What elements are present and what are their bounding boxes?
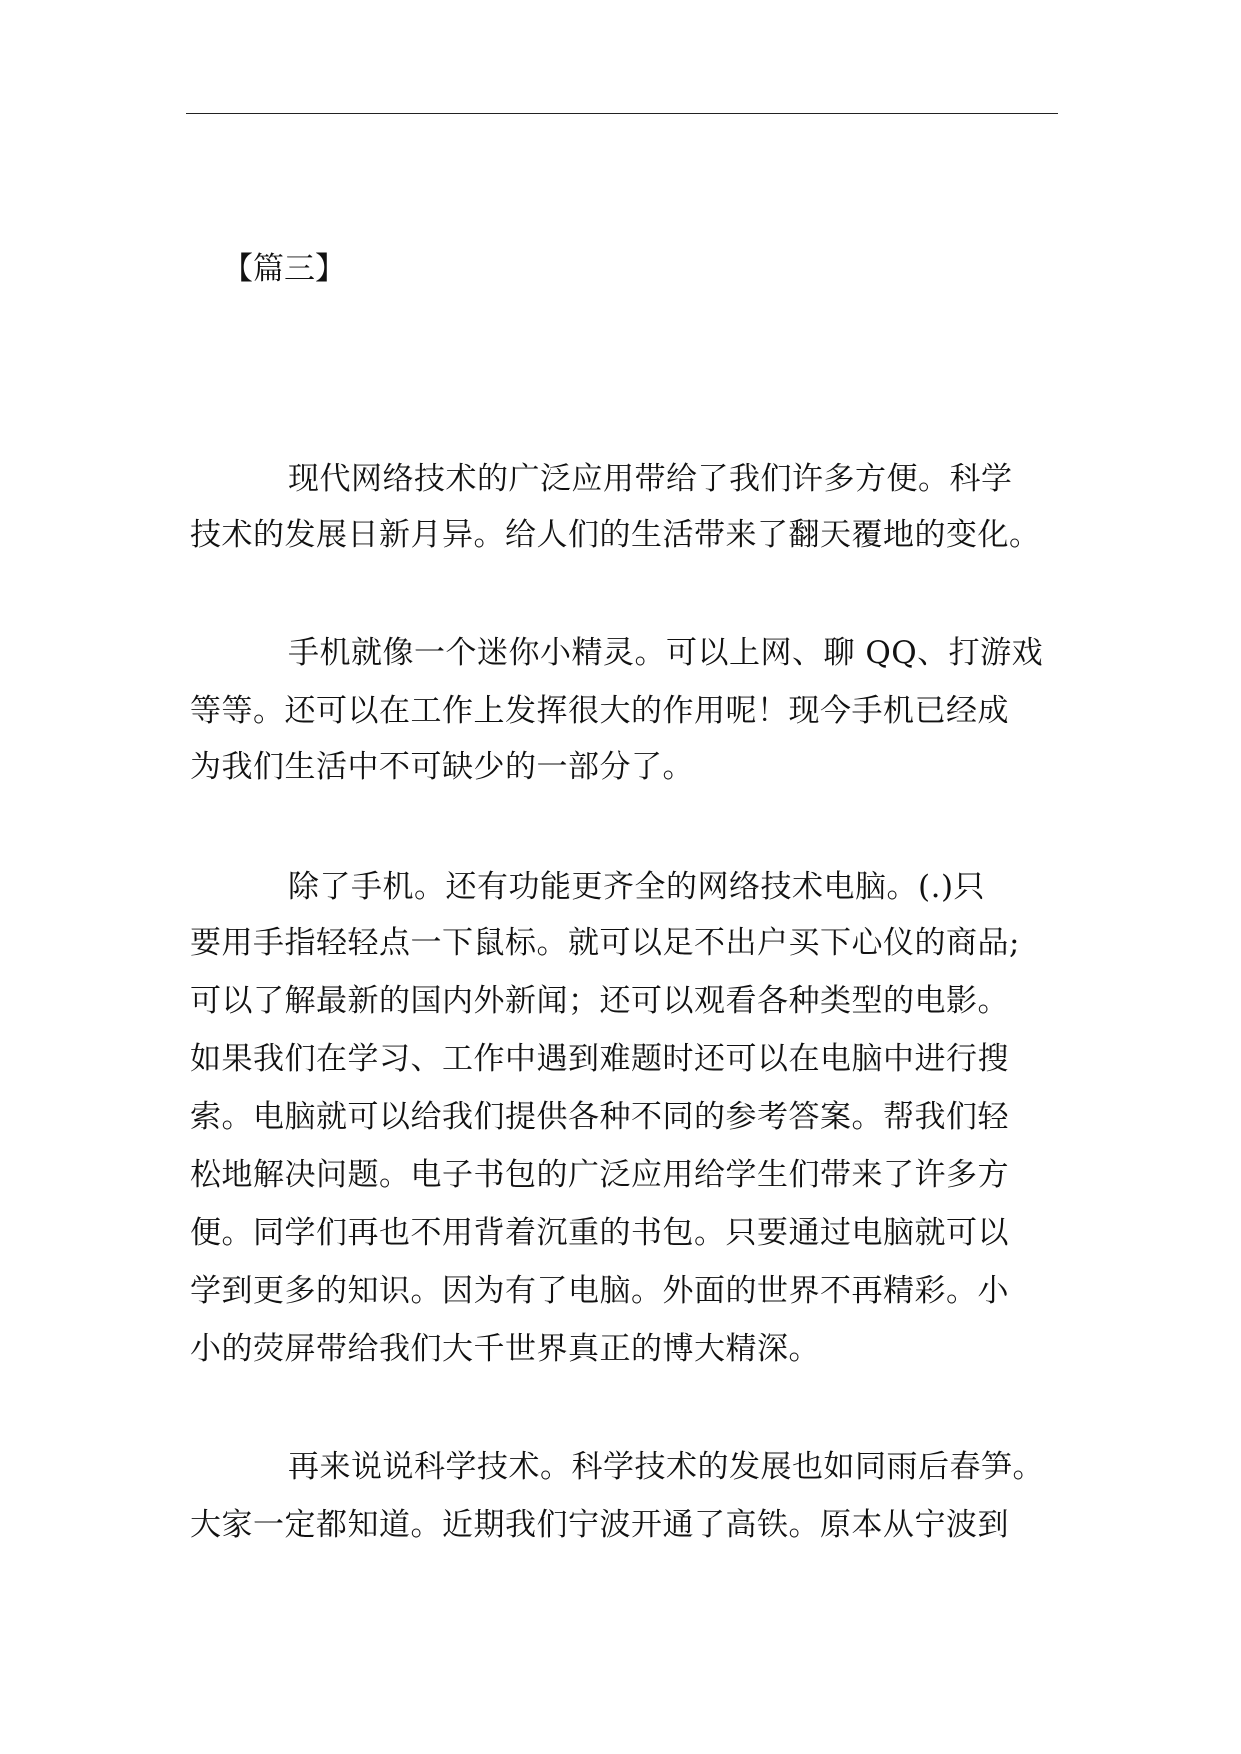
paragraph-2-line-3: 为我们生活中不可缺少的一部分了。 [190,749,694,785]
paragraph-3-line-5: 索。电脑就可以给我们提供各种不同的参考答案。帮我们轻 [190,1099,1009,1135]
paragraph-3-line-7: 便。同学们再也不用背着沉重的书包。只要通过电脑就可以 [190,1215,1009,1251]
paragraph-3-line-9: 小的荧屏带给我们大千世界真正的博大精深。 [190,1331,820,1367]
section-title: 【篇三】 [222,251,346,287]
paragraph-3-line-1: 除了手机。还有功能更齐全的网络技术电脑。(.)只 [288,869,986,905]
paragraph-1-line-2: 技术的发展日新月异。给人们的生活带来了翻天覆地的变化。 [190,517,1041,553]
paragraph-2-line-1: 手机就像一个迷你小精灵。可以上网、聊 QQ、打游戏 [288,635,1044,671]
paragraph-4-line-2: 大家一定都知道。近期我们宁波开通了高铁。原本从宁波到 [190,1507,1009,1543]
paragraph-3-line-4: 如果我们在学习、工作中遇到难题时还可以在电脑中进行搜 [190,1041,1009,1077]
paragraph-2-line-2: 等等。还可以在工作上发挥很大的作用呢！现今手机已经成 [190,693,1009,729]
paragraph-3-line-8: 学到更多的知识。因为有了电脑。外面的世界不再精彩。小 [190,1273,1009,1309]
paragraph-3-line-2: 要用手指轻轻点一下鼠标。就可以足不出户买下心仪的商品; [190,925,1020,961]
paragraph-1-line-1: 现代网络技术的广泛应用带给了我们许多方便。科学 [288,461,1013,497]
paragraph-4-line-1: 再来说说科学技术。科学技术的发展也如同雨后春笋。 [288,1449,1044,1485]
paragraph-3-line-3: 可以了解最新的国内外新闻；还可以观看各种类型的电影。 [190,983,1009,1019]
paragraph-3-line-6: 松地解决问题。电子书包的广泛应用给学生们带来了许多方 [190,1157,1009,1193]
header-rule [186,113,1058,114]
